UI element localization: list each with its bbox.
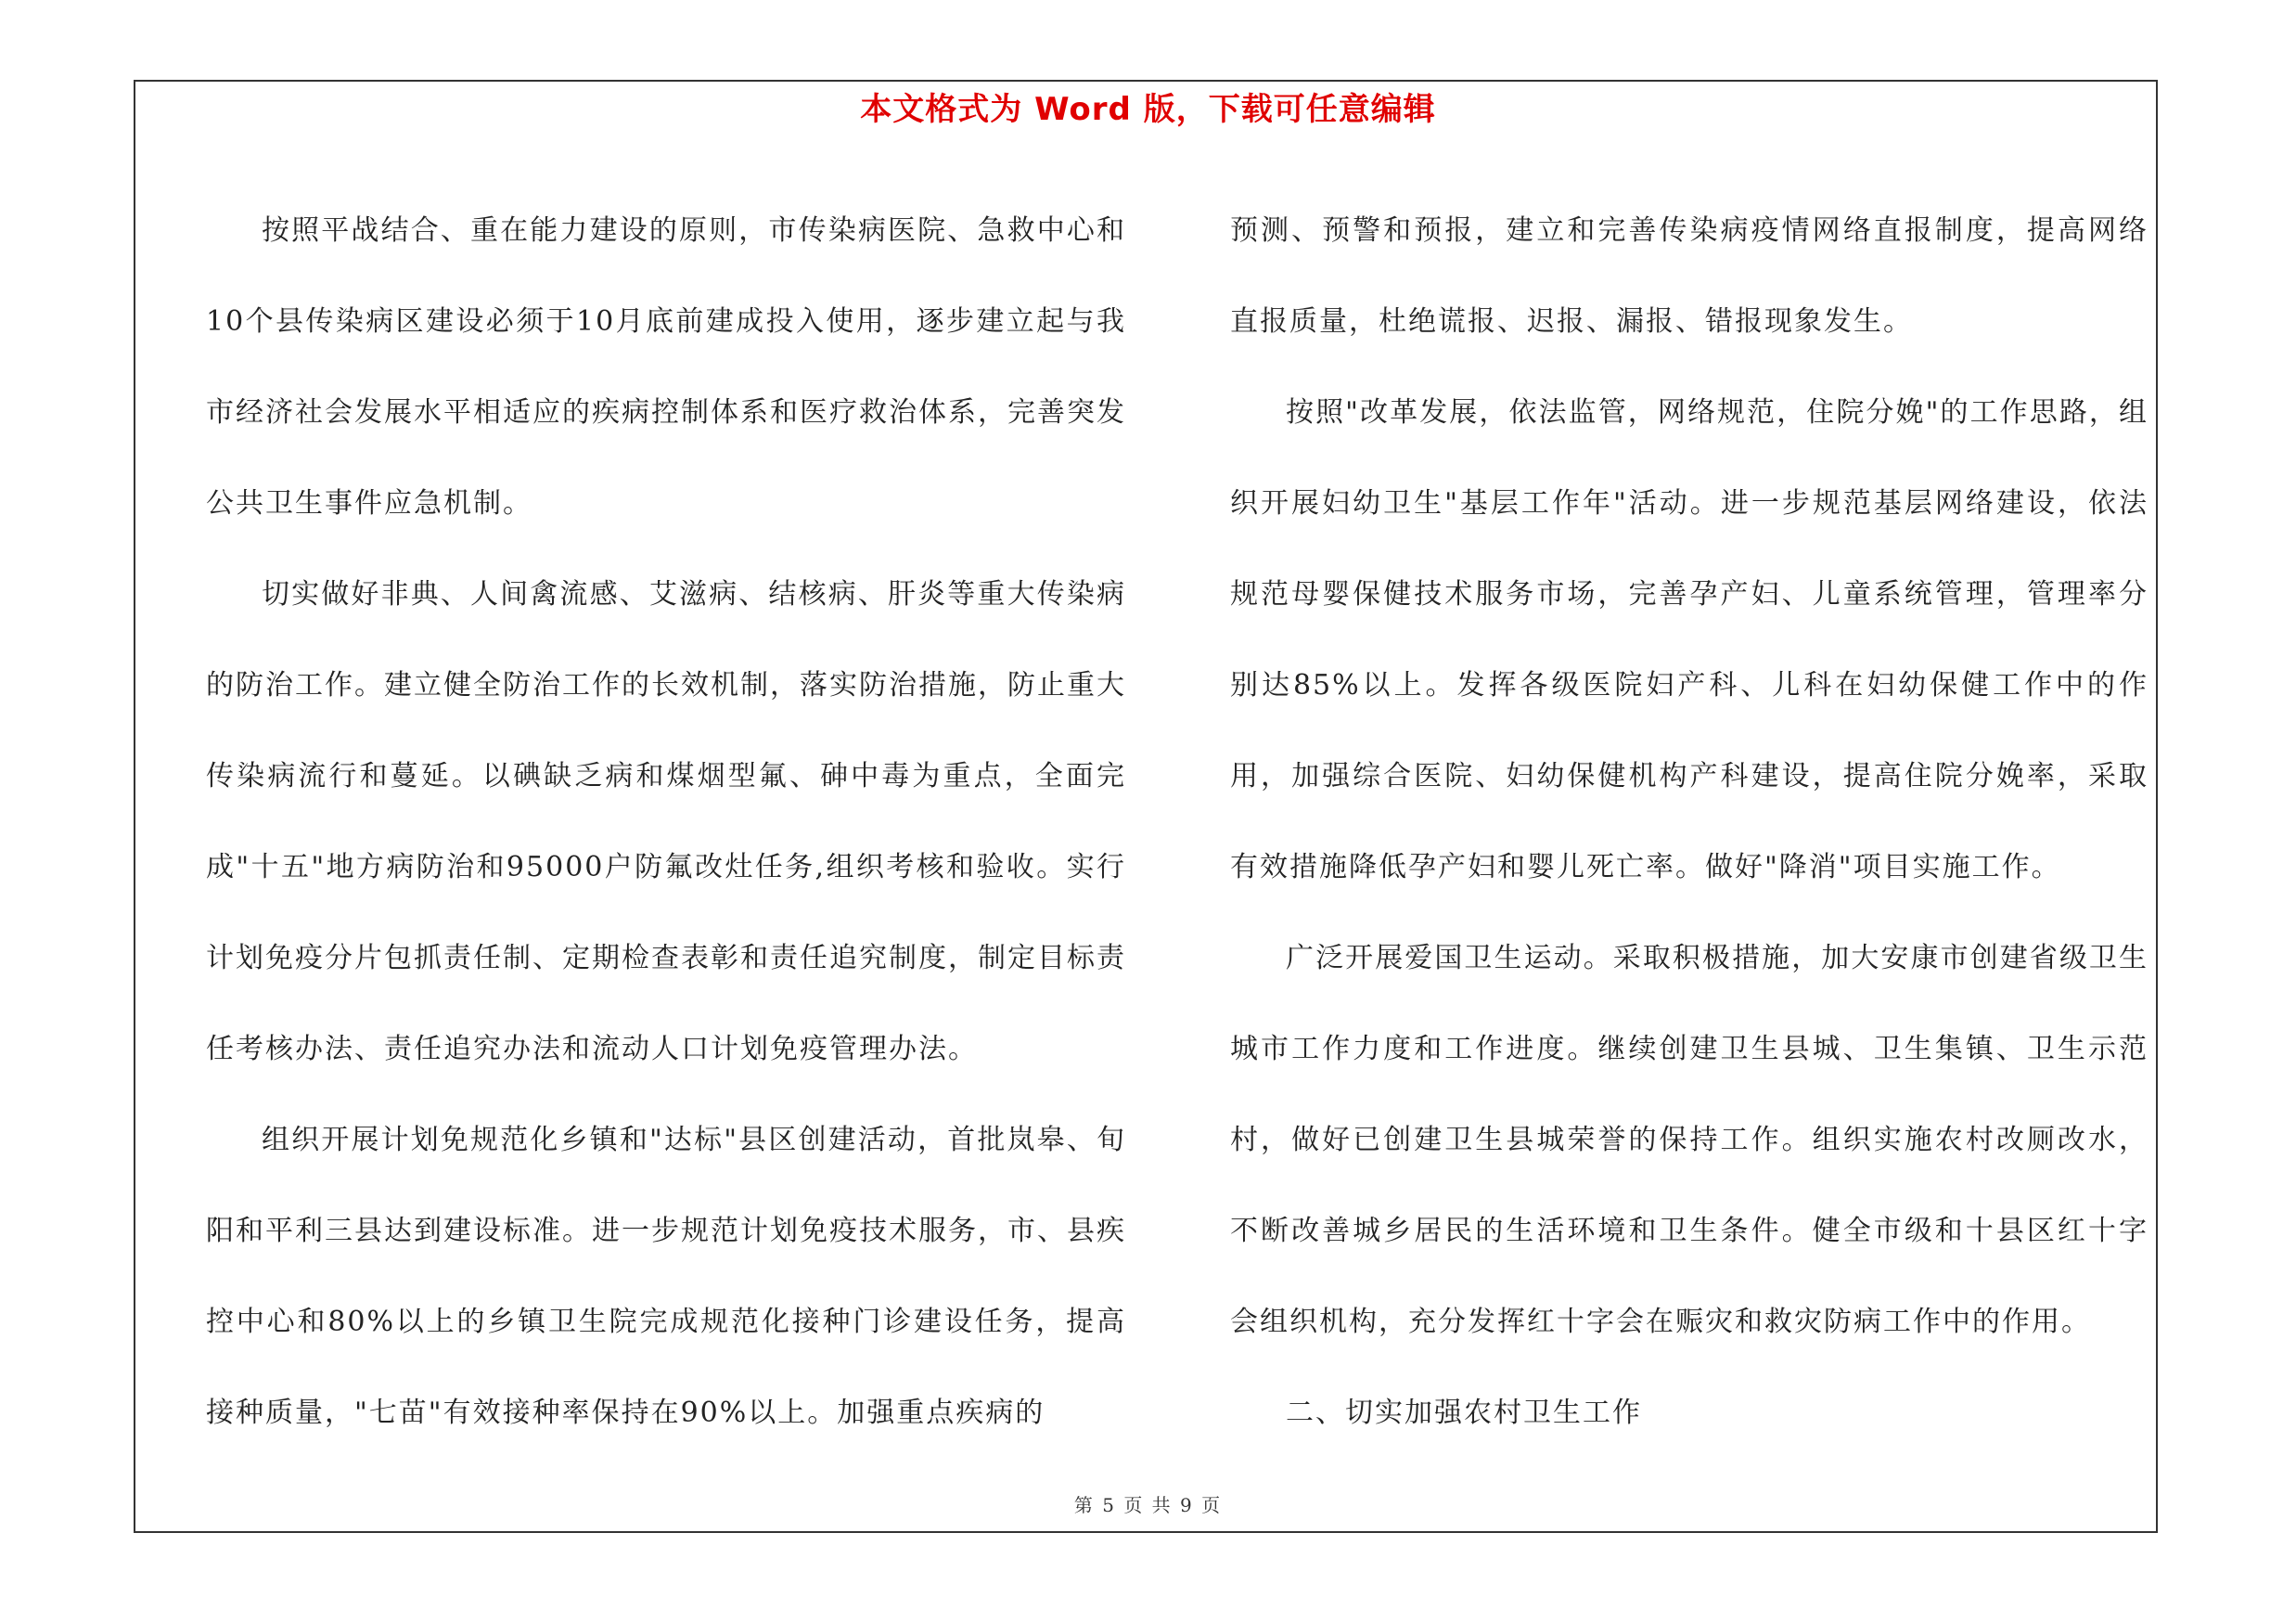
left-column <box>206 186 1126 1459</box>
paragraph: 按照"改革发展，依法监管，网络规范，住院分娩"的工作思路，组织开展妇幼卫生"基层工作年"活动。进一步规范基层网络建设，依法规范母婴保健技术服务市场，完善孕产妇、儿童系统管理，管理率分别达85%以上。发挥各级医院妇产科、儿科在妇幼保健工作中的作用，加强综合医院、妇幼保健机构产科建设，提高住院分娩率，采取有效措施降低孕产妇和婴儿死亡率。做好"降消"项目实施工作。 <box>1230 396 2148 883</box>
section-heading: 二、切实加强农村卫生工作 <box>1286 1397 1642 1429</box>
paragraph: 切实做好非典、人间禽流感、艾滋病、结核病、肝炎等重大传染病的防治工作。建立健全防治工作的长效机制，落实防治措施，防止重大传染病流行和蔓延。以碘缺乏病和煤烟型氟、砷中毒为重点，全面完成"十五"地方病防治和95000户防氟改灶任务,组织考核和验收。实行计划免疫分片包抓责任制、定期检查表彰和责任追究制度，制定目标责任考核办法、责任追究办法和流动人口计划免疫管理办法。 <box>206 578 1126 1065</box>
page-number-footer: 第 5 页 共 9 页 <box>1073 1494 1223 1516</box>
right-column <box>1230 186 2148 1459</box>
paragraph-continuation: 预测、预警和预报，建立和完善传染病疫情网络直报制度，提高网络直报质量，杜绝谎报、迟报、漏报、错报现象发生。 <box>1230 214 2148 338</box>
paragraph: 组织开展计划免规范化乡镇和"达标"县区创建活动，首批岚皋、旬阳和平利三县达到建设标准。进一步规范计划免疫技术服务，市、县疾控中心和80%以上的乡镇卫生院完成规范化接种门诊建设任务，提高接种质量，"七苗"有效接种率保持在90%以上。加强重点疾病的 <box>206 1124 1126 1429</box>
document-banner: 本文格式为 Word 版，下载可任意编辑 <box>860 91 1436 128</box>
paragraph: 按照平战结合、重在能力建设的原则，市传染病医院、急救中心和10个县传染病区建设必须于10月底前建成投入使用，逐步建立起与我市经济社会发展水平相适应的疾病控制体系和医疗救治体系，完善突发公共卫生事件应急机制。 <box>206 214 1126 520</box>
paragraph: 广泛开展爱国卫生运动。采取积极措施，加大安康市创建省级卫生城市工作力度和工作进度。继续创建卫生县城、卫生集镇、卫生示范村，做好已创建卫生县城荣誉的保持工作。组织实施农村改厕改水，不断改善城乡居民的生活环境和卫生条件。健全市级和十县区红十字会组织机构，充分发挥红十字会在赈灾和救灾防病工作中的作用。 <box>1230 942 2148 1338</box>
